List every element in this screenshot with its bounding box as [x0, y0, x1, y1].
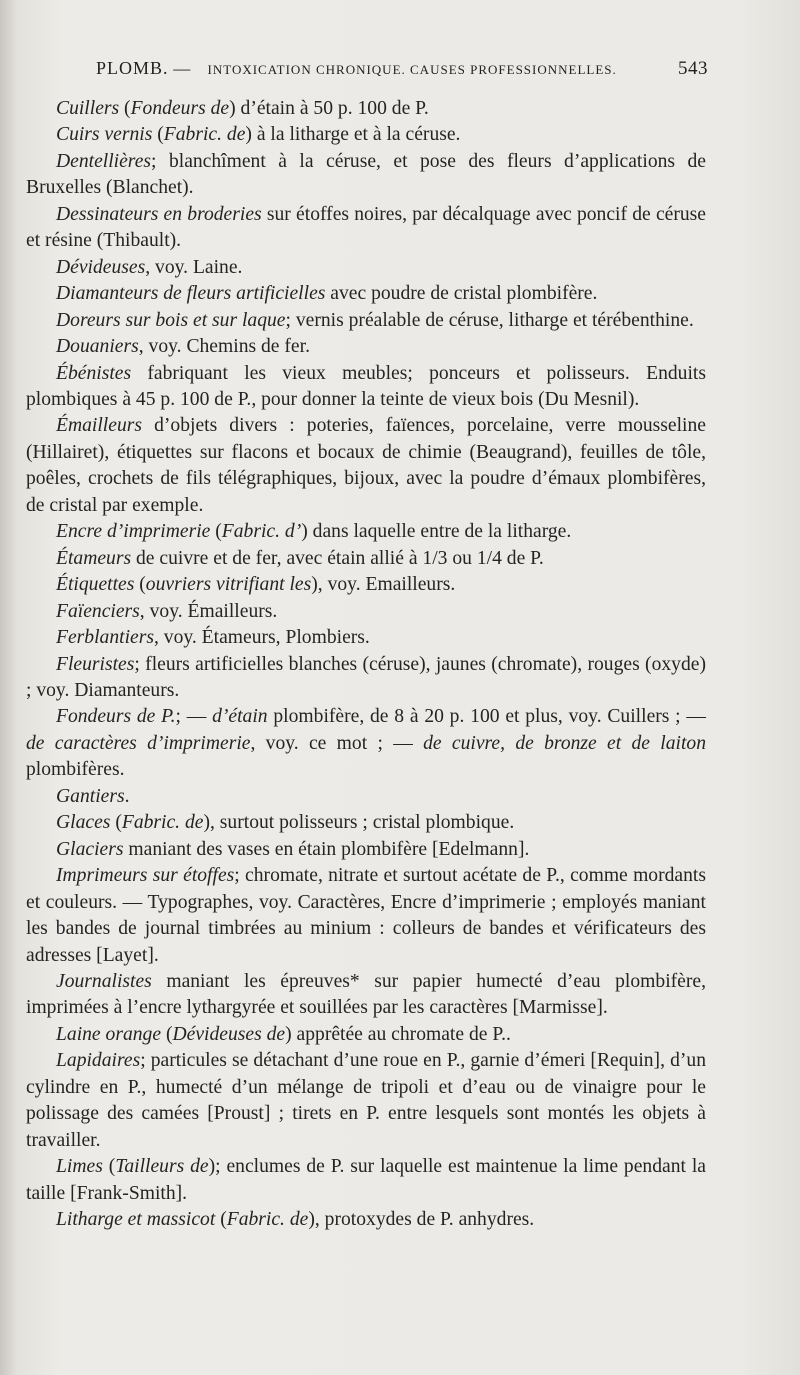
entry-term-italic: Dentellières — [56, 150, 152, 172]
entry-text: ) à la litharge et à la céruse. — [245, 124, 461, 146]
entry-term-italic: Faïenciers — [56, 600, 140, 622]
entry-text: ); enclumes de P. sur laquelle est maintenue la lime pendant la taille [Frank-Smith]. — [26, 1156, 706, 1204]
entry-term-italic: Diamanteurs de fleurs artificielles — [56, 283, 326, 305]
entry-text: ) dans laquelle entre de la litharge. — [301, 521, 572, 543]
dictionary-entry — [26, 1048, 706, 1154]
entry-term-italic: Dessinateurs en broderies — [56, 203, 262, 225]
entry-term-italic: Laine orange — [56, 1023, 162, 1045]
entry-term-italic: de caractères d’imprimerie — [26, 732, 251, 754]
entry-text: , voy. Émailleurs. — [139, 600, 278, 622]
entry-term-italic: de cuivre, de bronze et de laiton — [423, 732, 706, 754]
entry-text: , voy. Laine. — [145, 256, 243, 278]
entry-text: ( — [215, 1209, 227, 1231]
entry-text: plombifère, de 8 à 20 p. 100 et plus, voy. Cuillers ; — — [267, 706, 706, 728]
entry-text: ; blanchîment à la céruse, et pose des fleurs d’applications de Bruxelles (Blanchet). — [26, 150, 706, 199]
dictionary-entry — [26, 599, 706, 625]
entry-text: , voy. Chemins de fer. — [138, 336, 310, 358]
entry-term-italic: Cuillers — [56, 98, 120, 119]
entry-text: ; fleurs artificielles blanches (céruse), jaunes (chromate), rouges (oxyde) ; voy. Diamanteurs. — [26, 653, 706, 701]
dictionary-entry — [26, 652, 706, 705]
dictionary-entry — [26, 96, 706, 122]
entry-text: . — [124, 785, 130, 807]
dictionary-entry — [26, 519, 706, 545]
entry-term-italic: Étameurs — [56, 547, 132, 569]
entry-term-italic: Fabric. de — [121, 812, 204, 834]
dictionary-entry — [26, 863, 706, 969]
dictionary-entry — [26, 1022, 706, 1048]
entry-term-italic: Ébénistes — [56, 362, 132, 384]
entry-text: , voy. ce mot ; — — [250, 732, 424, 754]
entry-term-italic: Encre d’imprimerie — [56, 521, 211, 543]
running-header — [96, 58, 708, 80]
entry-term-italic: d’étain — [212, 706, 268, 728]
dictionary-entry — [26, 281, 706, 307]
entry-text: , voy. Étameurs, Plombiers. — [153, 627, 370, 649]
dictionary-entry — [26, 202, 706, 255]
entry-term-italic: Lapidaires — [56, 1050, 141, 1072]
entry-term-italic: Litharge et massicot — [56, 1209, 216, 1231]
dictionary-entry — [26, 308, 706, 334]
page-number: 543 — [678, 58, 708, 79]
dictionary-entry — [26, 334, 706, 360]
dictionary-entry — [26, 546, 706, 572]
entry-term-italic: ouvriers vitrifiant les — [145, 574, 312, 596]
entry-text: ( — [110, 812, 122, 834]
entry-text: ), protoxydes de P. anhydres. — [308, 1209, 535, 1231]
entry-text: ; particules se détachant d’une roue en P., garnie d’émeri [Requin], d’un cylindre en P., humecté d’un mélange de tripoli et d’eau ou de vinaigre pour le polissage des camées [Proust] ; tirets en P. entre lesquels sont montés les objets à travailler. — [26, 1050, 706, 1151]
entry-text: ; chromate, nitrate et surtout acétate de P., comme mordants et couleurs. — Typographes, voy. Caractères, Encre d’imprimerie ; employés maniant les bandes de journal timbrées au minium : colleurs de bandes et vérificateurs des adresses [Layet]. — [26, 865, 706, 966]
dictionary-entries — [26, 96, 706, 1233]
dictionary-entry — [26, 1207, 706, 1233]
entry-text: ; — — [175, 706, 213, 728]
dictionary-entry — [26, 572, 706, 598]
entry-text: ( — [152, 124, 164, 146]
entry-term-italic: Glaces — [56, 812, 111, 834]
entry-text: ( — [102, 1156, 116, 1178]
entry-term-italic: Glaciers — [56, 838, 124, 860]
dictionary-entry — [26, 969, 706, 1022]
entry-term-italic: Limes — [56, 1156, 103, 1178]
dictionary-entry — [26, 1154, 706, 1207]
dictionary-entry — [26, 625, 706, 651]
entry-term-italic: Étiquettes — [56, 574, 135, 596]
entry-term-italic: Ferblantiers — [56, 627, 154, 649]
entry-text: ) d’étain à 50 p. 100 de P. — [229, 98, 429, 119]
entry-text: maniant des vases en étain plombifère [Edelmann]. — [123, 838, 530, 860]
entry-text: avec poudre de cristal plombifère. — [325, 283, 598, 305]
entry-term-italic: Tailleurs de — [115, 1156, 209, 1178]
entry-term-italic: Fabric. de — [163, 124, 246, 146]
header-section: PLOMB. — [96, 58, 169, 78]
entry-term-italic: Fondeurs de — [130, 98, 230, 119]
entry-term-italic: Fabric. de — [226, 1209, 309, 1231]
entry-text: fabriquant les vieux meubles; ponceurs et polisseurs. Enduits plombiques à 45 p. 100 de P., pour donner la teinte de vieux bois (Du Mesnil). — [26, 362, 706, 410]
dictionary-entry — [26, 837, 706, 863]
entry-term-italic: Douaniers — [56, 336, 139, 358]
header-left — [96, 58, 617, 79]
dictionary-entry — [26, 810, 706, 836]
entry-term-italic: Dévideuses de — [172, 1023, 286, 1045]
entry-text: sur étoffes noires, par décalquage avec poncif de céruse et résine (Thibault). — [26, 203, 706, 252]
entry-term-italic: Dévideuses — [56, 256, 146, 278]
dictionary-entry — [26, 784, 706, 810]
entry-text: ( — [210, 521, 222, 543]
header-dash: — — [173, 59, 191, 78]
entry-text: ( — [161, 1023, 173, 1045]
entry-text: ( — [134, 574, 146, 596]
dictionary-entry — [26, 255, 706, 281]
entry-term-italic: Fleuristes — [56, 653, 135, 675]
dictionary-entry — [26, 122, 706, 148]
entry-term-italic: Gantiers — [56, 785, 125, 807]
entry-text: ), voy. Emailleurs. — [311, 574, 456, 596]
dictionary-entry — [26, 361, 706, 414]
entry-text: d’objets divers : poteries, faïences, porcelaine, verre mousseline (Hillairet), étiquettes sur flacons et bocaux de chimie (Beaugrand), feuilles de tôle, poêles, crochets de fils télégraphiques, bijoux, avec la poudre d’émaux plombifères, de cristal par exemple. — [26, 415, 706, 516]
entry-term-italic: Fabric. d’ — [221, 521, 302, 543]
entry-term-italic: Journalistes — [56, 970, 152, 992]
entry-text: ( — [119, 98, 131, 119]
entry-text: ; vernis préalable de céruse, litharge et térébenthine. — [285, 309, 694, 331]
entry-term-italic: Émailleurs — [56, 415, 142, 437]
header-title: INTOXICATION CHRONIQUE. CAUSES PROFESSIONNELLES. — [207, 62, 617, 77]
dictionary-entry — [26, 704, 706, 783]
entry-text: ), surtout polisseurs ; cristal plombique. — [203, 812, 515, 834]
entry-term-italic: Cuirs vernis — [56, 124, 153, 146]
entry-term-italic: Fondeurs de P. — [56, 706, 176, 728]
entry-text: ) apprêtée au chromate de P.. — [285, 1023, 511, 1045]
entry-text: maniant les épreuves* sur papier humecté d’eau plombifère, imprimées à l’encre lythargyrée et souillées par les caractères [Marmisse]. — [26, 970, 706, 1019]
entry-term-italic: Imprimeurs sur étoffes — [56, 865, 235, 887]
dictionary-entry — [26, 413, 706, 519]
entry-text: plombifères. — [26, 759, 125, 781]
dictionary-entry — [26, 149, 706, 202]
entry-term-italic: Doreurs sur bois et sur laque — [56, 309, 286, 331]
entry-text: de cuivre et de fer, avec étain allié à 1/3 ou 1/4 de P. — [131, 547, 544, 569]
